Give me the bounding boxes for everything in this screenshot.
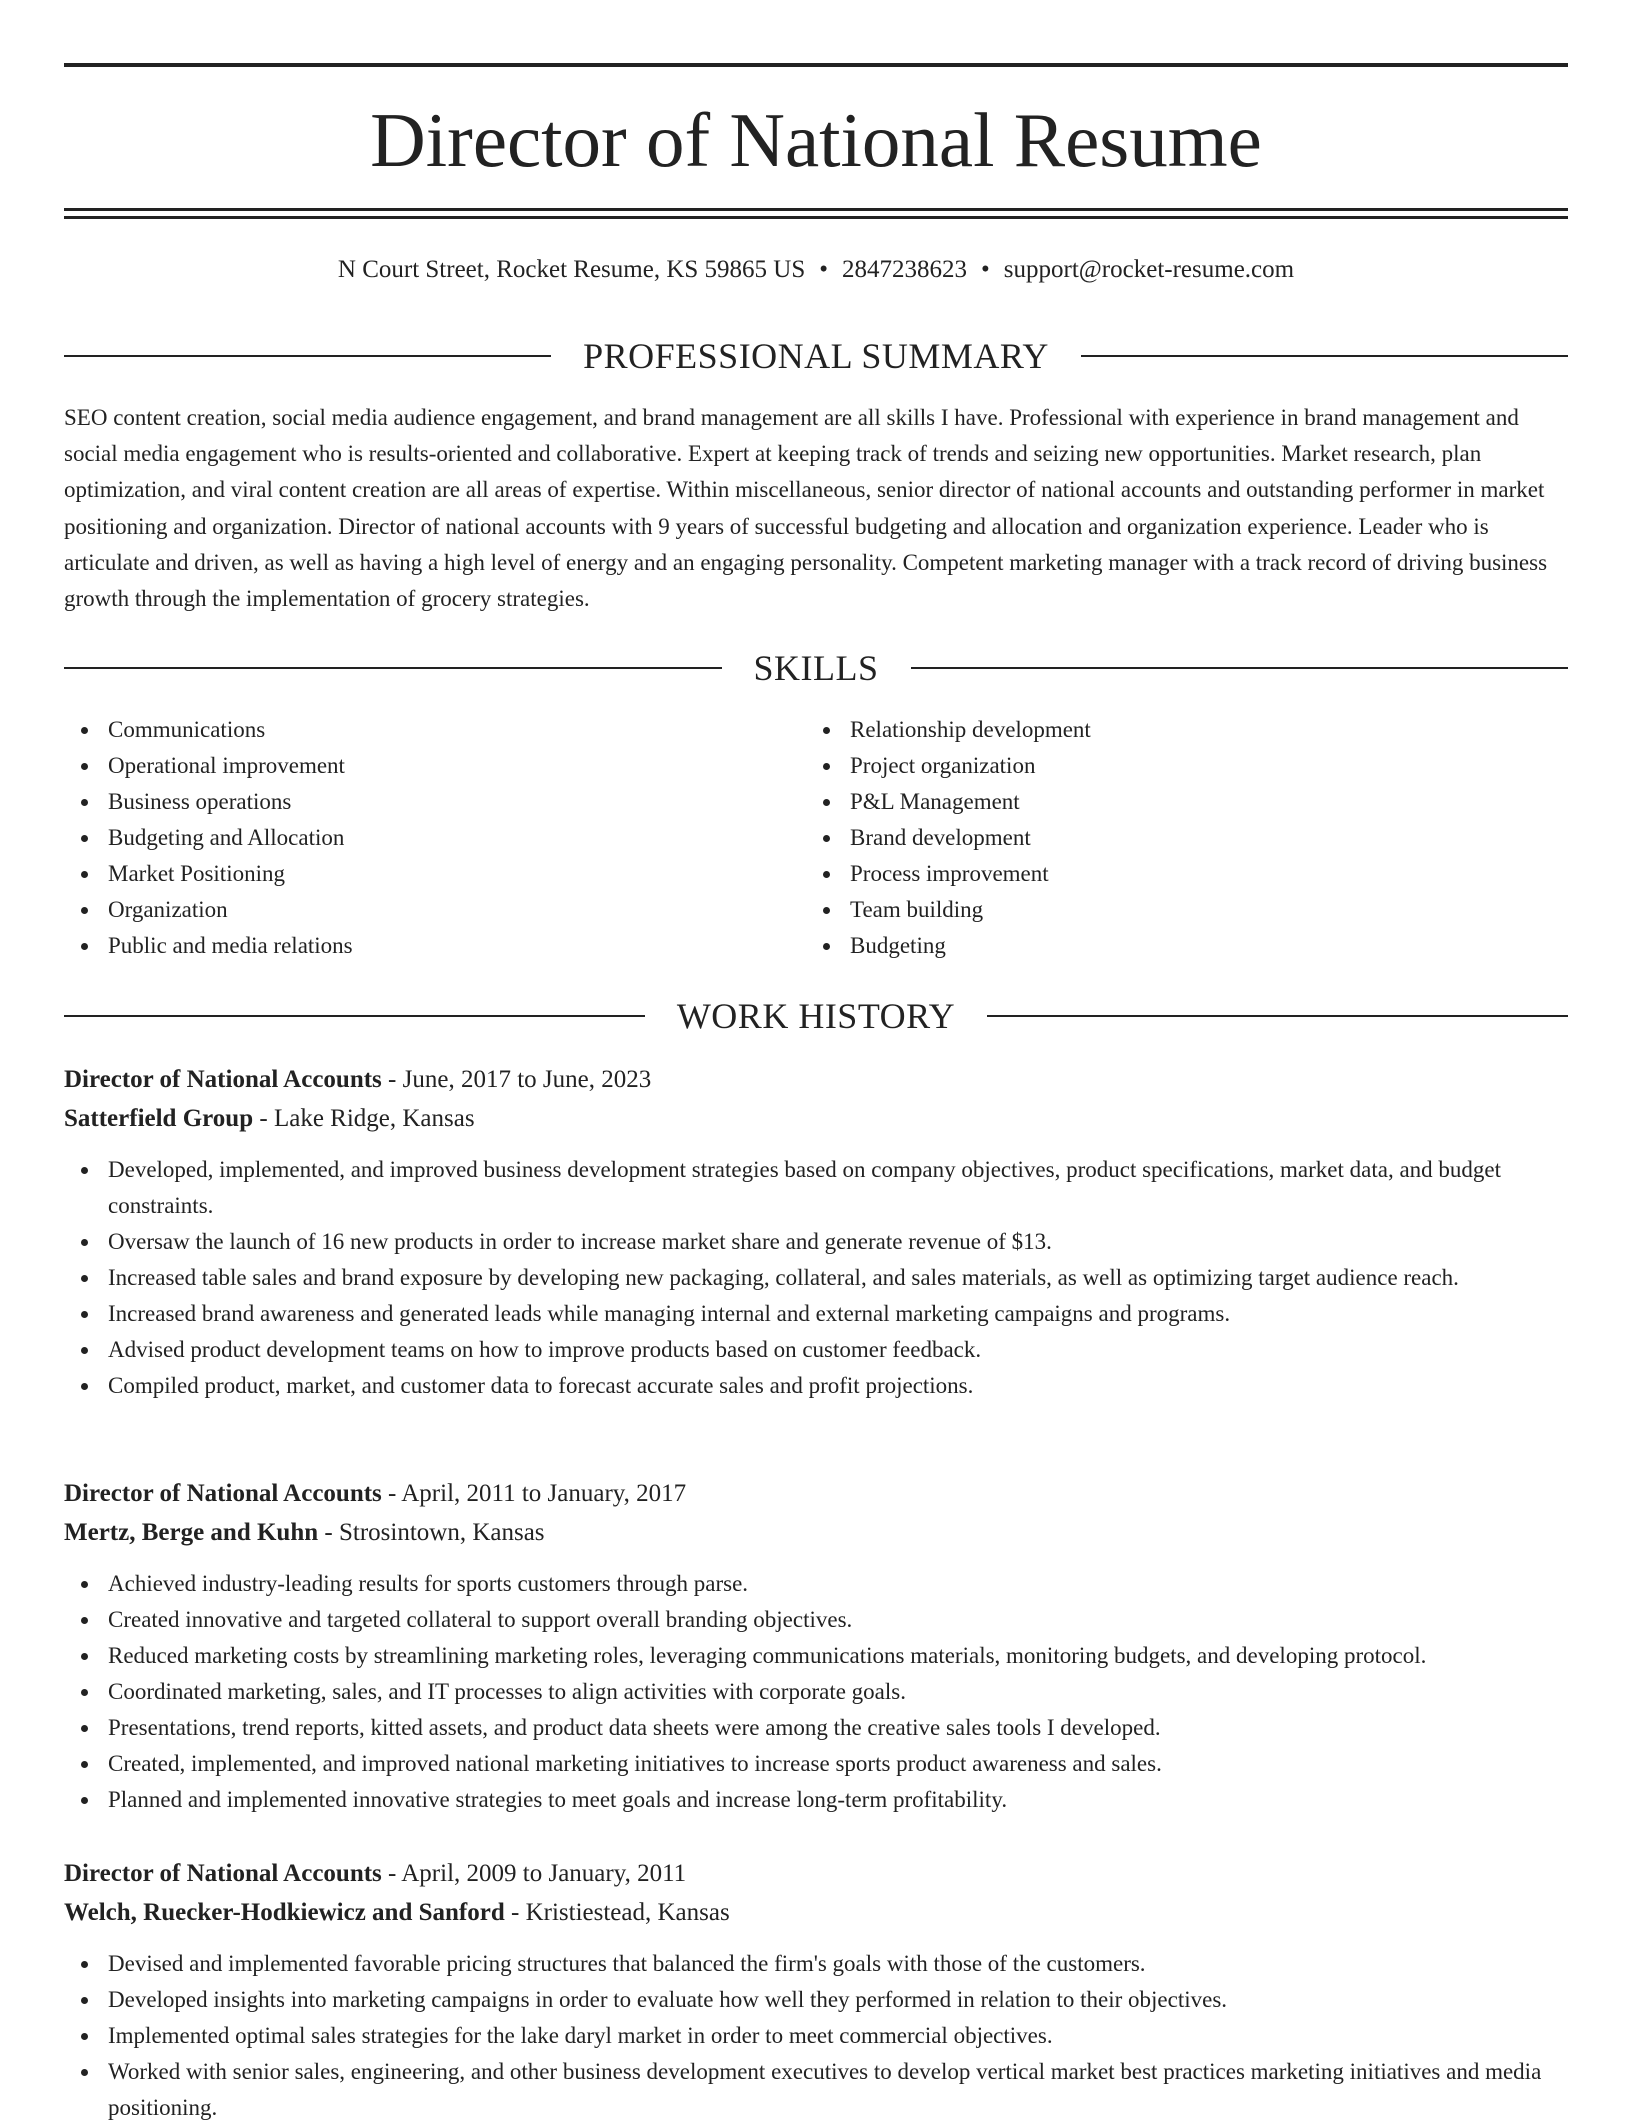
heading-rule-left [64, 355, 551, 357]
contact-separator: • [819, 256, 829, 283]
contact-line [64, 252, 1568, 288]
job-company: Mertz, Berge and Kuhn [64, 1519, 319, 1546]
job-entry [64, 1060, 1568, 1404]
skill-item: Team building [850, 892, 1568, 928]
job-title-line [64, 1060, 1568, 1099]
heading-rule-left [64, 1015, 645, 1017]
skill-item: Market Positioning [108, 856, 806, 892]
job-bullet: Compiled product, market, and customer data to forecast accurate sales and profit projections. [108, 1368, 1568, 1404]
job-company-line [64, 1893, 1568, 1932]
job-dates: - June, 2017 to June, 2023 [381, 1066, 652, 1093]
skill-item: Public and media relations [108, 928, 806, 964]
job-bullets [64, 1152, 1568, 1404]
heading-rule-right [987, 1015, 1568, 1017]
job-bullets [64, 1566, 1568, 1818]
job-company: Satterfield Group [64, 1105, 254, 1132]
skills-column-left [64, 712, 806, 964]
job-bullet: Coordinated marketing, sales, and IT processes to align activities with corporate goals. [108, 1674, 1568, 1710]
job-bullet: Presentations, trend reports, kitted assets, and product data sheets were among the creative sales tools I developed. [108, 1710, 1568, 1746]
job-bullet: Developed, implemented, and improved business development strategies based on company objectives, product specifications, market data, and budget constraints. [108, 1152, 1568, 1224]
skill-item: Budgeting and Allocation [108, 820, 806, 856]
job-title-line [64, 1474, 1568, 1513]
heading-rule-left [64, 667, 722, 669]
contact-phone: 2847238623 [842, 256, 968, 283]
job-bullet: Oversaw the launch of 16 new products in order to increase market share and generate revenue of $13. [108, 1224, 1568, 1260]
job-title: Director of National Accounts [64, 1860, 382, 1887]
skills-list [64, 712, 1568, 964]
job-location: - Kristiestead, Kansas [504, 1899, 730, 1926]
job-entry [64, 1854, 1568, 2126]
top-rule [64, 63, 1568, 67]
heading-rule-right [1081, 355, 1568, 357]
job-dates: - April, 2009 to January, 2011 [381, 1860, 687, 1887]
job-bullet: Devised and implemented favorable pricing structures that balanced the firm's goals with those of the customers. [108, 1946, 1568, 1982]
job-title: Director of National Accounts [64, 1480, 382, 1507]
summary-heading [64, 334, 1568, 378]
skills-column-right [806, 712, 1568, 964]
job-dates: - April, 2011 to January, 2017 [381, 1480, 687, 1507]
skills-heading [64, 646, 1568, 690]
job-location: - Strosintown, Kansas [318, 1519, 545, 1546]
job-bullet: Implemented optimal sales strategies for the lake daryl market in order to meet commercial objectives. [108, 2018, 1568, 2054]
skill-item: Process improvement [850, 856, 1568, 892]
job-bullets [64, 1946, 1568, 2126]
contact-address: N Court Street, Rocket Resume, KS 59865 US [337, 256, 806, 283]
contact-separator: • [981, 256, 990, 283]
title-rule-upper [64, 208, 1568, 211]
skill-item: Organization [108, 892, 806, 928]
work-history-heading-label: WORK HISTORY [676, 996, 956, 1036]
skill-item: Brand development [850, 820, 1568, 856]
skill-item: Operational improvement [108, 748, 806, 784]
job-location: - Lake Ridge, Kansas [253, 1105, 475, 1132]
job-bullet: Reduced marketing costs by streamlining marketing roles, leveraging communications materials, monitoring budgets, and developing protocol. [108, 1638, 1568, 1674]
title-rule-lower [64, 216, 1568, 219]
work-history-heading [64, 994, 1568, 1038]
skill-item: Project organization [850, 748, 1568, 784]
skills-heading-label: SKILLS [753, 648, 879, 688]
job-company-line [64, 1513, 1568, 1552]
contact-email: support@rocket-resume.com [1003, 256, 1295, 283]
job-bullet: Increased table sales and brand exposure by developing new packaging, collateral, and sales materials, as well as optimizing target audience reach. [108, 1260, 1568, 1296]
job-bullet: Developed insights into marketing campaigns in order to evaluate how well they performed in relation to their objectives. [108, 1982, 1568, 2018]
job-bullet: Worked with senior sales, engineering, and other business development executives to develop vertical market best practices marketing initiatives and media positioning. [108, 2054, 1568, 2126]
skill-item: Relationship development [850, 712, 1568, 748]
skill-item: P&L Management [850, 784, 1568, 820]
job-bullet: Created, implemented, and improved national marketing initiatives to increase sports product awareness and sales. [108, 1746, 1568, 1782]
summary-text: SEO content creation, social media audience engagement, and brand management are all skills I have. Professional with experience in brand management and social media engagement who is results-oriented and collaborative. Expert at keeping track of trends and seizing new opportunities. Market research, plan optimization, and viral content creation are all areas of expertise. Within miscellaneous, senior director of national accounts and outstanding performer in market positioning and organization. Director of national accounts with 9 years of successful budgeting and allocation and organization experience. Leader who is articulate and driven, as well as having a high level of energy and an engaging personality. Competent marketing manager with a track record of driving business growth through the implementation of grocery strategies. [64, 405, 1548, 612]
page-title: Director of National Resume [370, 97, 1262, 183]
job-title-line [64, 1854, 1568, 1893]
skill-item: Budgeting [850, 928, 1568, 964]
job-bullet: Increased brand awareness and generated leads while managing internal and external marketing campaigns and programs. [108, 1296, 1568, 1332]
skill-item: Business operations [108, 784, 806, 820]
job-bullet: Planned and implemented innovative strategies to meet goals and increase long-term profitability. [108, 1782, 1568, 1818]
skill-item: Communications [108, 712, 806, 748]
job-company-line [64, 1099, 1568, 1138]
job-company: Welch, Ruecker-Hodkiewicz and Sanford [64, 1899, 505, 1926]
job-bullet: Created innovative and targeted collateral to support overall branding objectives. [108, 1602, 1568, 1638]
job-title: Director of National Accounts [64, 1066, 382, 1093]
job-entry [64, 1474, 1568, 1818]
job-bullet: Advised product development teams on how to improve products based on customer feedback. [108, 1332, 1568, 1368]
heading-rule-right [911, 667, 1569, 669]
job-bullet: Achieved industry-leading results for sports customers through parse. [108, 1566, 1568, 1602]
summary-heading-label: PROFESSIONAL SUMMARY [583, 336, 1049, 376]
